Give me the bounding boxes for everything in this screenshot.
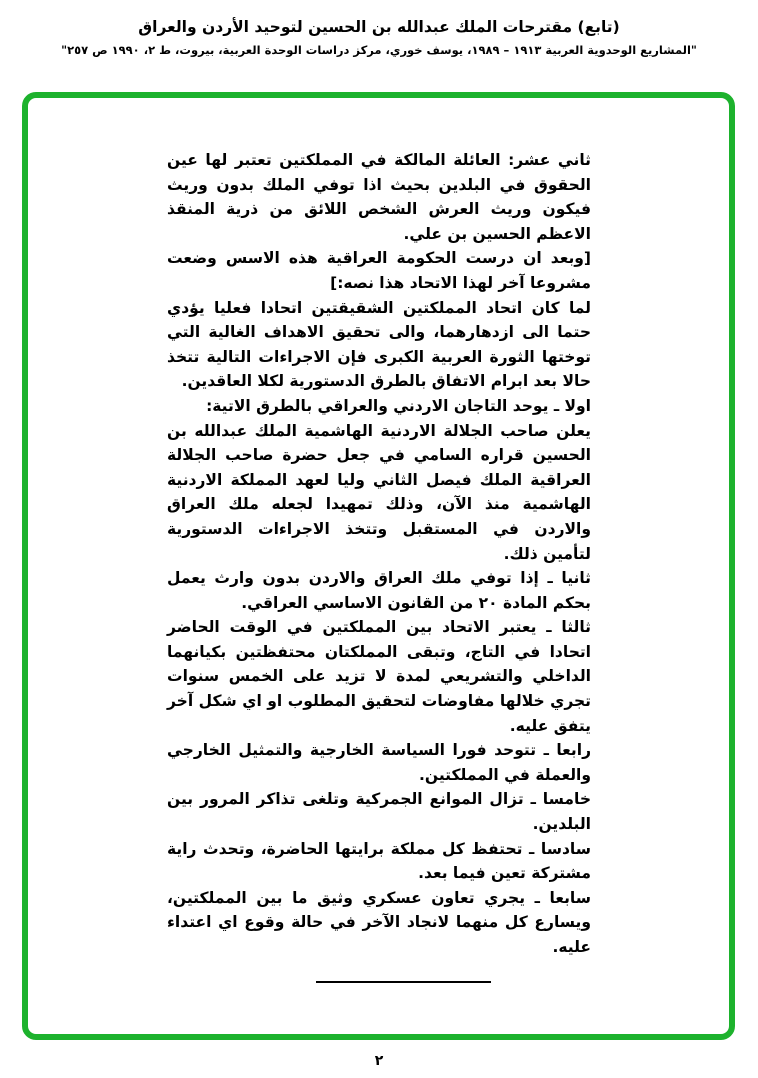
paragraph-clause-first: اولا ـ يوحد التاجان الاردني والعراقي بالطرق الاتية: [206,396,591,415]
paragraph-editor-note: [وبعد ان درست الحكومة العراقية هذه الاسس وضعت مشروعا آخر لهذا الاتحاد هذا نصه:] [167,249,591,292]
section-divider [316,981,491,983]
paragraph-twelfth-clause: ثاني عشر: العائلة المالكة في المملكتين تعتبر لها عين الحقوق في البلدين بحيث اذا توفي الملك بدون وريث فيكون وريث العرش الشخص اللائق من ذرية المنقذ الاعظم الحسين بن علي. [167,151,591,243]
paragraph-clause-fourth: رابعا ـ تتوحد فورا السياسة الخارجية والتمثيل الخارجي والعملة في المملكتين. [167,741,591,784]
page-header [0,18,758,57]
source-citation: "المشاريع الوحدوية العربية ١٩١٣ – ١٩٨٩، يوسف خوري، مركز دراسات الوحدة العربية، بيروت، ط ٢، ١٩٩٠ ص ٢٥٧" [61,43,697,57]
paragraph-clause-second: ثانيا ـ إذا توفي ملك العراق والاردن بدون وارث يعمل بحكم المادة ٢٠ من القانون الاساسي العراقي. [167,569,591,612]
content-border-frame [22,92,735,1040]
page-number: ٢ [374,1053,384,1069]
document-title: (تابع) مقترحات الملك عبدالله بن الحسين لتوحيد الأردن والعراق [138,18,620,36]
paragraph-clause-seventh: سابعا ـ يجري تعاون عسكري وثيق ما بين المملكتين، ويسارع كل منهما لانجاد الآخر في حالة وقوع اي اعتداء عليه. [167,888,591,956]
document-body [167,148,591,983]
paragraph-clause-sixth: سادسا ـ تحتفظ كل مملكة برايتها الحاضرة، وتحدث راية مشتركة تعين فيما بعد. [167,839,591,883]
paragraph-crown-decree: يعلن صاحب الجلالة الاردنية الهاشمية الملك عبدالله بن الحسين قراره السامي في جعل حضرة صاحب الجلالة العراقية الملك فيصل الثاني وليا لعهد المملكة الاردنية الهاشمية منذ الآن، وذلك تمهيدا لجعله ملك العراق والاردن في المستقبل وتتخذ الاجراءات الدستورية لتأمين ذلك. [167,421,591,563]
page-footer [0,1050,758,1069]
paragraph-clause-third: ثالثا ـ يعتبر الاتحاد بين المملكتين في الوقت الحاضر اتحادا في التاج، وتبقى المملكتان محتفظتين بكيانهما الداخلي والتشريعي لمدة لا تزيد على الخمس سنوات تجري خلالها مفاوضات لتحقيق المطلوب او اي شكل آخر يتفق عليه. [167,618,591,735]
paragraph-preamble: لما كان اتحاد المملكتين الشقيقتين اتحادا فعليا يؤدي حتما الى ازدهارهما، والى تحقيق الاهداف الغالية التي توختها الثورة العربية الكبرى فإن الاجراءات التالية تتخذ حالا بعد ابرام الاتفاق بالطرق الدستورية لكلا العاقدين. [167,298,591,391]
paragraph-clause-fifth: خامسا ـ تزال الموانع الجمركية وتلغى تذاكر المرور بين البلدين. [167,790,591,834]
